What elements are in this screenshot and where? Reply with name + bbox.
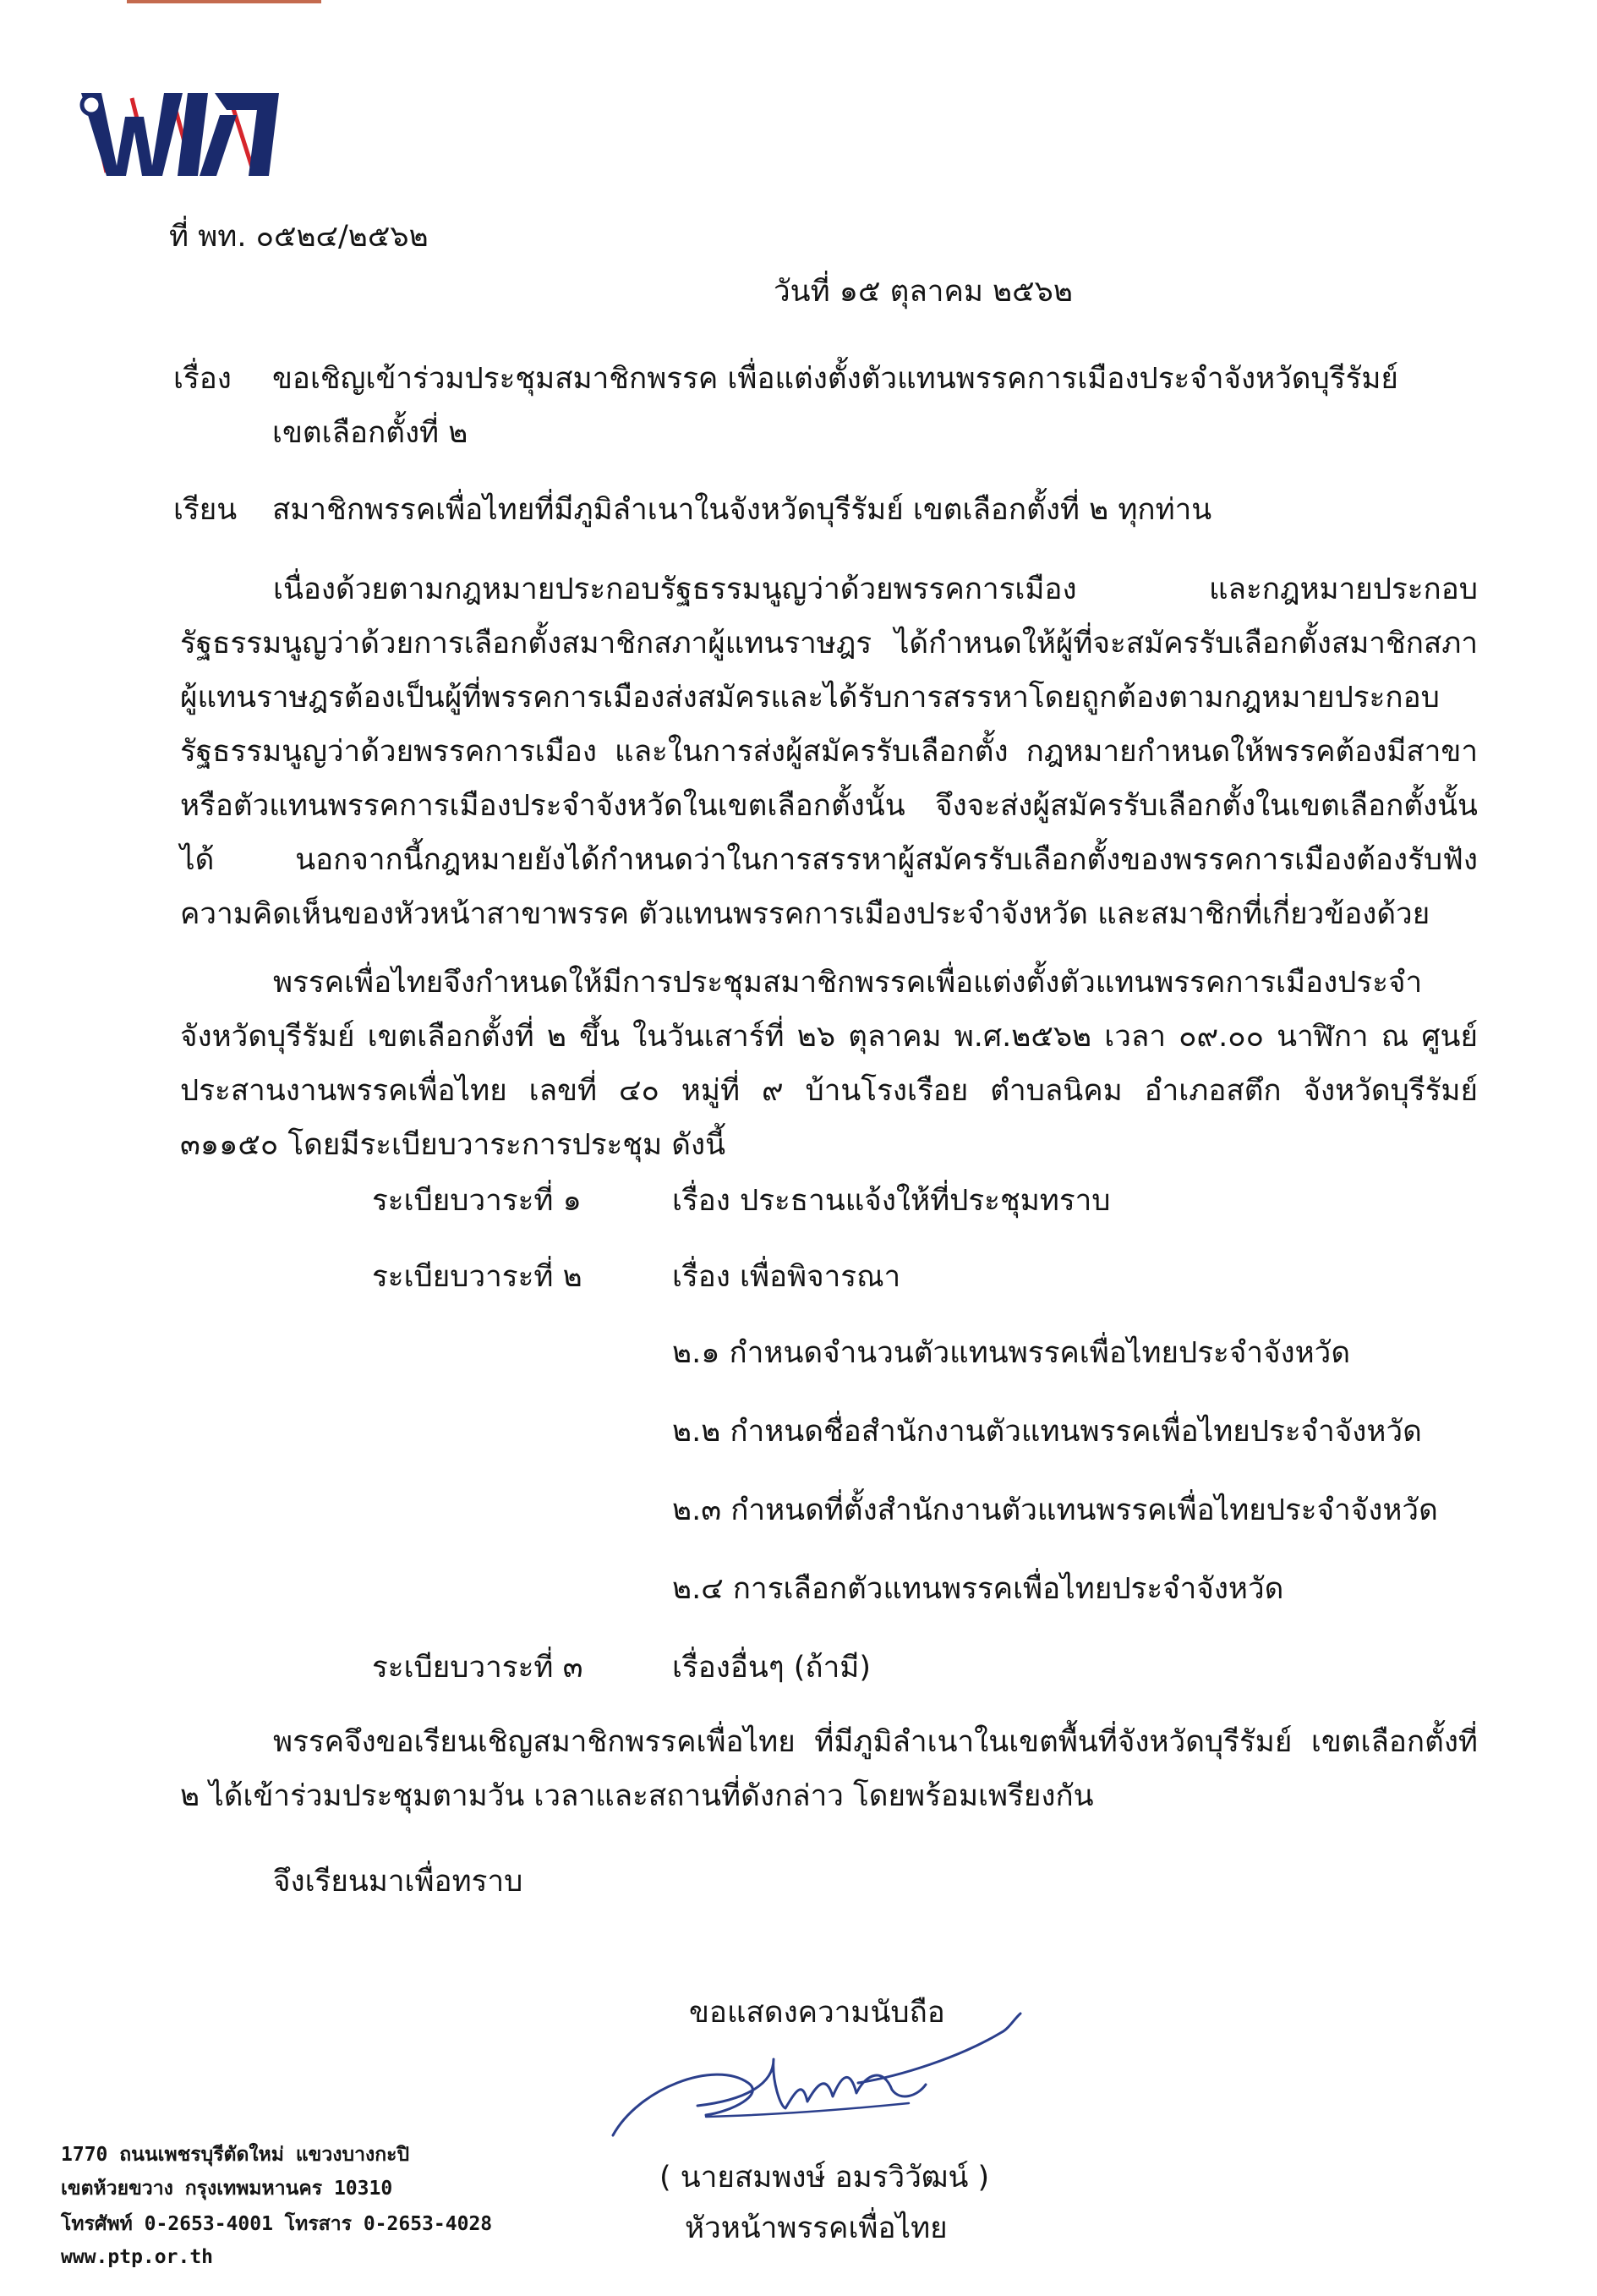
footer-address-line-1: 1770 ถนนเพชรบุรีตัดใหม่ แขวงบางกะปิ: [61, 2144, 410, 2166]
agenda-sub-item-3: ๒.๓ กำหนดที่ตั้งสำนักงานตัวแทนพรรคเพื่อไทยประจำจังหวัด: [672, 1493, 1438, 1527]
body-paragraph-3: [180, 1715, 1478, 1823]
signature-stroke: [604, 2008, 1027, 2144]
body-paragraph-2-text: พรรคเพื่อไทยจึงกำหนดให้มีการประชุมสมาชิกพรรคเพื่อแต่งตั้งตัวแทนพรรคการเมืองประจำจังหวัดบุรีรัมย์ เขตเลือกตั้งที่ ๒ ขึ้น ในวันเสาร์ที่ ๒๖ ตุลาคม พ.ศ.๒๕๖๒ เวลา ๐๙.๐๐ นาฬิกา ณ ศูนย์ประสานงานพรรคเพื่อไทย เลขที่ ๔๐ หมู่ที่ ๙ บ้านโรงเรือย ตำบลนิคม อำเภอสตึก จังหวัดบุรีรัมย์ ๓๑๑๕๐ โดยมีระเบียบวาระการประชุม ดังนี้: [180, 966, 1478, 1162]
subject-label: เรื่อง: [173, 362, 232, 396]
recipient-label: เรียน: [173, 493, 238, 527]
agenda-item-3-label: ระเบียบวาระที่ ๓: [372, 1651, 583, 1685]
agenda-sub-item-4: ๒.๔ การเลือกตัวแทนพรรคเพื่อไทยประจำจังหวัด: [672, 1572, 1284, 1606]
signatory-name: ( นายสมพงษ์ อมรวิวัฒน์ ): [659, 2161, 990, 2195]
agenda-item-3-text: เรื่องอื่นๆ (ถ้ามี): [672, 1651, 871, 1685]
agenda-sub-item-2: ๒.๒ กำหนดชื่อสำนักงานตัวแทนพรรคเพื่อไทยประจำจังหวัด: [672, 1415, 1422, 1449]
subject-line-1: ขอเชิญเข้าร่วมประชุมสมาชิกพรรค เพื่อแต่งตั้งตัวแทนพรรคการเมืองประจำจังหวัดบุรีรัมย์: [272, 362, 1398, 396]
agenda-item-2-text: เรื่อง เพื่อพิจารณา: [672, 1260, 901, 1294]
subject-line-2: เขตเลือกตั้งที่ ๒: [272, 416, 468, 450]
agenda-item-2-label: ระเบียบวาระที่ ๒: [372, 1260, 582, 1294]
party-logo: [73, 81, 284, 183]
handwritten-signature: [604, 2008, 1027, 2144]
agenda-sub-item-1: ๒.๑ กำหนดจำนวนตัวแทนพรรคเพื่อไทยประจำจังหวัด: [672, 1336, 1351, 1370]
regards-text: ขอแสดงความนับถือ: [689, 1996, 945, 2030]
footer-website[interactable]: www.ptp.or.th: [61, 2246, 214, 2268]
agenda-item-1-text: เรื่อง ประธานแจ้งให้ที่ประชุมทราบ: [672, 1184, 1111, 1218]
footer-address-line-2: เขตห้วยขวาง กรุงเทพมหานคร 10310: [61, 2178, 393, 2200]
recipient-text: สมาชิกพรรคเพื่อไทยที่มีภูมิลำเนาในจังหวัดบุรีรัมย์ เขตเลือกตั้งที่ ๒ ทุกท่าน: [272, 493, 1212, 527]
body-paragraph-3-text: พรรคจึงขอเรียนเชิญสมาชิกพรรคเพื่อไทย ที่มีภูมิลำเนาในเขตพื้นที่จังหวัดบุรีรัมย์ เขตเลือกตั้งที่ ๒ ได้เข้าร่วมประชุมตามวัน เวลาและสถานที่ดังกล่าว โดยพร้อมเพรียงกัน: [180, 1725, 1478, 1813]
letter-date: วันที่ ๑๕ ตุลาคม ๒๕๖๒: [774, 275, 1073, 309]
agenda-item-1-label: ระเบียบวาระที่ ๑: [372, 1184, 582, 1218]
body-paragraph-1: [180, 562, 1478, 941]
signatory-position: หัวหน้าพรรคเพื่อไทย: [685, 2211, 948, 2245]
body-paragraph-2: [180, 956, 1478, 1172]
footer-phone: โทรศัพท์ 0-2653-4001 โทรสาร 0-2653-4028: [61, 2213, 493, 2235]
closing-line: จึงเรียนมาเพื่อทราบ: [273, 1865, 523, 1899]
party-logo-mark: [73, 81, 284, 183]
reference-number: ที่ พท. ๐๕๒๔/๒๕๖๒: [169, 220, 429, 254]
body-paragraph-1-text: เนื่องด้วยตามกฎหมายประกอบรัฐธรรมนูญว่าด้วยพรรคการเมือง และกฎหมายประกอบรัฐธรรมนูญว่าด้วยการเลือกตั้งสมาชิกสภาผู้แทนราษฎร ได้กำหนดให้ผู้ที่จะสมัครรับเลือกตั้งสมาชิกสภาผู้แทนราษฎรต้องเป็นผู้ที่พรรคการเมืองส่งสมัครและได้รับการสรรหาโดยถูกต้องตามกฎหมายประกอบรัฐธรรมนูญว่าด้วยพรรคการเมือง และในการส่งผู้สมัครรับเลือกตั้ง กฎหมายกำหนดให้พรรคต้องมีสาขาหรือตัวแทนพรรคการเมืองประจำจังหวัดในเขตเลือกตั้งนั้น จึงจะส่งผู้สมัครรับเลือกตั้งในเขตเลือกตั้งนั้นได้ นอกจากนี้กฎหมายยังได้กำหนดว่าในการสรรหาผู้สมัครรับเลือกตั้งของพรรคการเมืองต้องรับฟังความคิดเห็นของหัวหน้าสาขาพรรค ตัวแทนพรรคการเมืองประจำจังหวัด และสมาชิกที่เกี่ยวข้องด้วย: [180, 573, 1478, 931]
scan-edge-mark: [127, 0, 321, 3]
